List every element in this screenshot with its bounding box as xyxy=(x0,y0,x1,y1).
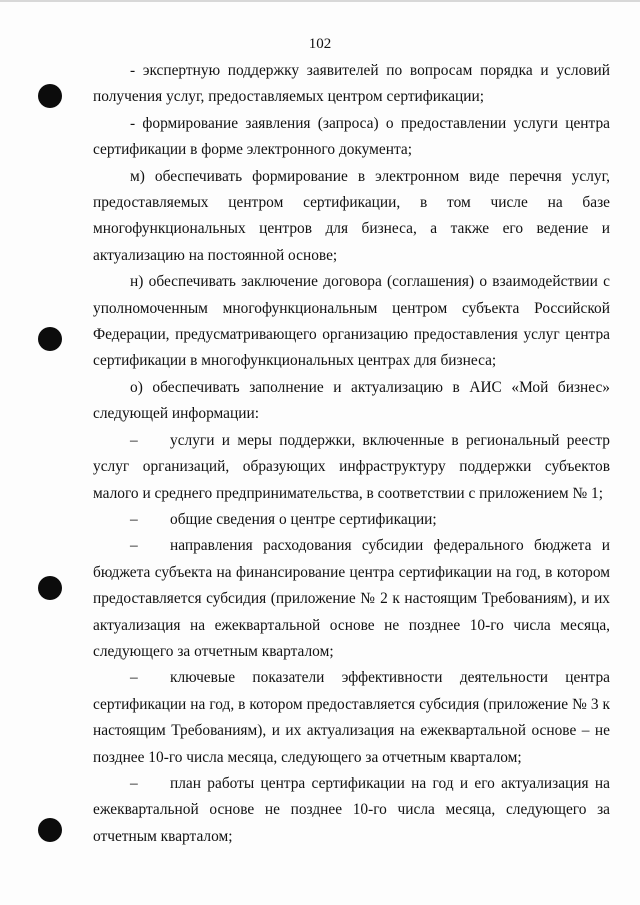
list-dash: – xyxy=(130,537,138,555)
list-dash: – xyxy=(130,774,138,792)
list-item-text: направления расходования субсидии федерального бюджета и бюджета субъекта на финансирование центра сертификации на год, в котором предоставляется субсидия (приложение № 2 к настоящим Требованиям), и их актуализация на ежеквартальной основе не позднее 10-го числа месяца, следующего за отчетным кварталом; xyxy=(93,537,610,660)
paragraph-text: - экспертную поддержку заявителей по вопросам порядка и условий получения услуг, предоставляемых центром сертификации; xyxy=(93,62,610,106)
list-dash: – xyxy=(130,431,138,449)
paragraph-text: - формирование заявления (запроса) о предоставлении услуги центра сертификации в форме электронного документа; xyxy=(93,114,610,159)
punch-hole xyxy=(38,818,62,842)
list-item-text: общие сведения о центре сертификации; xyxy=(170,510,437,528)
document-body xyxy=(93,58,610,850)
paragraph-item-n xyxy=(93,269,610,375)
list-item-text: ключевые показатели эффективности деятельности центра сертификации на год, в котором предоставляется субсидия (приложение № 3 к настоящим Требованиям), и их актуализация на ежеквартальной основе – не позднее 10-го числа месяца, следующего за отчетным кварталом; xyxy=(93,669,610,766)
punch-hole xyxy=(38,84,62,108)
paragraph-application-forming xyxy=(93,111,610,164)
page-top-edge xyxy=(0,0,640,2)
punch-hole xyxy=(38,327,62,351)
paragraph-item-m xyxy=(93,164,610,270)
list-item-general-info xyxy=(93,507,610,533)
punch-hole xyxy=(38,576,62,600)
paragraph-text: н) обеспечивать заключение договора (соглашения) о взаимодействии с уполномоченным многофункциональным центром субъекта Российской Федерации, предусматривающего организацию предоставления услуг центра сертификации в многофункциональных центрах для бизнеса; xyxy=(93,273,610,370)
list-item-work-plan xyxy=(93,771,610,850)
list-item-text: услуги и меры поддержки, включенные в региональный реестр услуг организаций, образующих инфраструктуру поддержки субъектов малого и среднего предпринимательства, в соответствии с приложением № 1; xyxy=(93,431,610,502)
paragraph-item-o xyxy=(93,375,610,428)
list-item-subsidy-directions xyxy=(93,533,610,665)
paragraph-text: о) обеспечивать заполнение и актуализацию в АИС «Мой бизнес» следующей информации: xyxy=(93,378,610,423)
paragraph-expert-support xyxy=(93,58,610,111)
list-dash: – xyxy=(130,669,138,687)
page-number: 102 xyxy=(308,36,332,52)
list-dash: – xyxy=(130,510,138,528)
paragraph-text: м) обеспечивать формирование в электронном виде перечня услуг, предоставляемых центром сертификации, в том числе на базе многофункциональных центров для бизнеса, а также его ведение и актуализацию на постоянной основе; xyxy=(93,167,610,264)
list-item-text: план работы центра сертификации на год и его актуализация на ежеквартальной основе не позднее 10-го числа месяца, следующего за отчетным кварталом; xyxy=(93,774,610,845)
list-item-kpi xyxy=(93,665,610,771)
list-item-services-registry xyxy=(93,428,610,507)
